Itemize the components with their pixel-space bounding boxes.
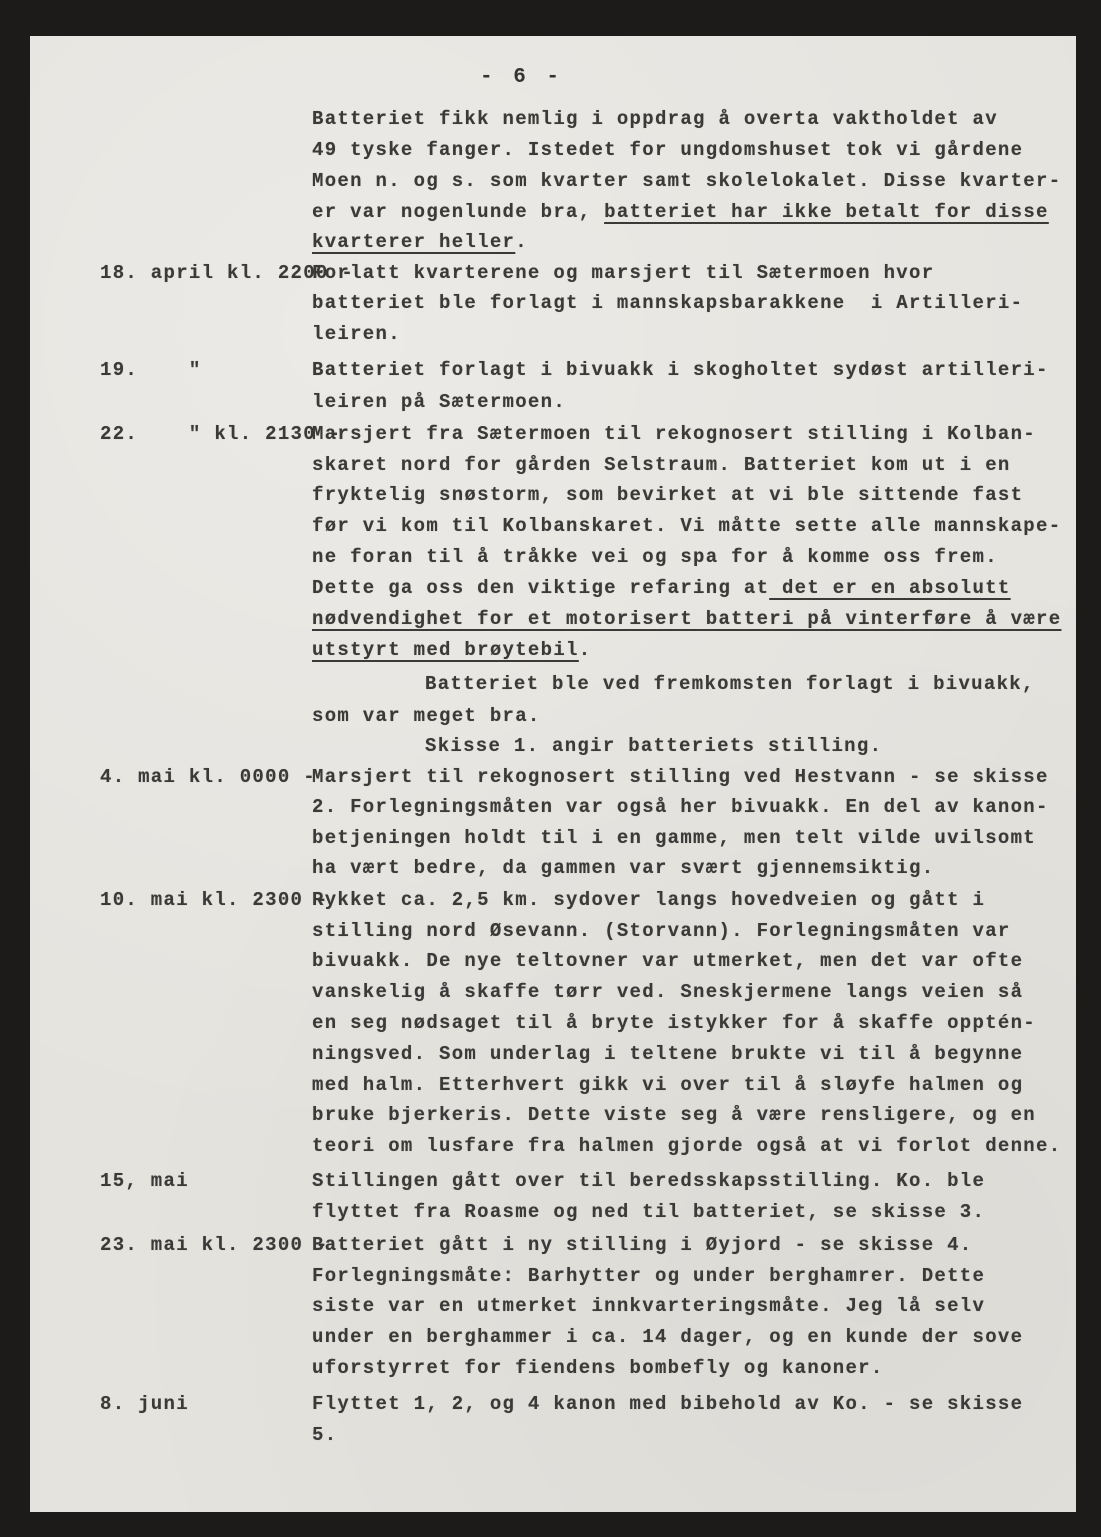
text-segment: før vi kom til Kolbanskaret. Vi måtte sette alle mannskape- bbox=[312, 515, 1062, 537]
text-line bbox=[312, 323, 401, 345]
text-segment: stilling nord Øsevann. (Storvann). Forlegningsmåten var bbox=[312, 920, 1011, 942]
text-segment: ningsved. Som underlag i teltene brukte vi til å begynne bbox=[312, 1043, 1024, 1065]
text-segment: teori om lusfare fra halmen gjorde også at vi forlot denne. bbox=[312, 1135, 1062, 1157]
text-segment: 5. bbox=[312, 1424, 338, 1446]
text-line bbox=[312, 1326, 1023, 1348]
text-line bbox=[425, 673, 1035, 695]
underlined-text: utstyrt med brøytebil bbox=[312, 639, 579, 661]
text-line bbox=[312, 139, 1023, 161]
underlined-text: kvarterer heller bbox=[312, 231, 516, 253]
text-line bbox=[312, 705, 541, 727]
underlined-text: batteriet har ikke betalt for disse bbox=[604, 201, 1049, 223]
text-line bbox=[312, 546, 998, 568]
text-segment: betjeningen holdt til i en gamme, men telt vilde uvilsomt bbox=[312, 827, 1037, 849]
text-segment: Batteriet gått i ny stilling i Øyjord - se skisse 4. bbox=[312, 1234, 973, 1256]
text-segment: Marsjert fra Sætermoen til rekognosert stilling i Kolban- bbox=[312, 423, 1037, 445]
text-segment: Rykket ca. 2,5 km. sydover langs hovedveien og gått i bbox=[312, 889, 986, 911]
text-line bbox=[312, 1074, 1023, 1096]
text-line bbox=[312, 1104, 1036, 1126]
entry-date: 23. mai kl. 2300 - bbox=[100, 1234, 329, 1256]
text-segment: Forlatt kvarterene og marsjert til Sætermoen hvor bbox=[312, 262, 935, 284]
text-line bbox=[312, 577, 1011, 599]
text-line bbox=[312, 1043, 1023, 1065]
entry-date: 18. april kl. 2200 - bbox=[100, 262, 355, 284]
entry-date: 8. juni bbox=[100, 1393, 189, 1415]
text-line bbox=[312, 108, 998, 130]
entry-date: 4. mai kl. 0000 - bbox=[100, 766, 316, 788]
text-line bbox=[312, 1424, 337, 1446]
entry-date: 15, mai bbox=[100, 1170, 189, 1192]
underlined-text: nødvendighet for et motorisert batteri på vinterføre å være bbox=[312, 608, 1062, 630]
page-number: - 6 - bbox=[480, 66, 564, 89]
text-segment: Stillingen gått over til beredsskapsstilling. Ko. ble bbox=[312, 1170, 986, 1192]
text-line bbox=[312, 201, 1049, 223]
text-segment: er var nogenlunde bra, bbox=[312, 201, 605, 223]
text-segment: Batteriet forlagt i bivuakk i skogholtet sydøst artilleri- bbox=[312, 359, 1049, 381]
text-segment: siste var en utmerket innkvarteringsmåte. Jeg lå selv bbox=[312, 1295, 986, 1317]
text-segment: ne foran til å tråkke vei og spa for å komme oss frem. bbox=[312, 546, 998, 568]
text-segment: Dette ga oss den viktige refaring at bbox=[312, 577, 770, 599]
text-segment: Skisse 1. angir batteriets stilling. bbox=[425, 735, 883, 757]
text-segment: 49 tyske fanger. Istedet for ungdomshuset tok vi gårdene bbox=[312, 139, 1024, 161]
entry-date: 22. " kl. 2130 - bbox=[100, 423, 342, 445]
text-line bbox=[425, 735, 882, 757]
text-segment: Forlegningsmåte: Barhytter og under berghamrer. Dette bbox=[312, 1265, 986, 1287]
text-line bbox=[312, 889, 985, 911]
text-segment: Marsjert til rekognosert stilling ved Hestvann - se skisse bbox=[312, 766, 1049, 788]
text-line bbox=[312, 1393, 1023, 1415]
text-segment: med halm. Etterhvert gikk vi over til å sløyfe halmen og bbox=[312, 1074, 1024, 1096]
text-line bbox=[312, 1357, 884, 1379]
text-line bbox=[312, 231, 528, 253]
text-segment: batteriet ble forlagt i mannskapsbarakkene i Artilleri- bbox=[312, 292, 1024, 314]
text-segment: Moen n. og s. som kvarter samt skolelokalet. Disse kvarter- bbox=[312, 170, 1062, 192]
text-segment: under en berghammer i ca. 14 dager, og en kunde der sove bbox=[312, 1326, 1024, 1348]
text-line bbox=[312, 391, 566, 413]
text-line bbox=[312, 857, 934, 879]
text-segment: flyttet fra Roasme og ned til batteriet, se skisse 3. bbox=[312, 1201, 986, 1223]
text-segment: Batteriet fikk nemlig i oppdrag å overta vaktholdet av bbox=[312, 108, 998, 130]
text-line bbox=[312, 766, 1049, 788]
text-line bbox=[312, 454, 1011, 476]
text-segment: bruke bjerkeris. Dette viste seg å være rensligere, og en bbox=[312, 1104, 1037, 1126]
text-line bbox=[312, 639, 591, 661]
text-segment: uforstyrret for fiendens bombefly og kanoner. bbox=[312, 1357, 884, 1379]
text-line bbox=[312, 827, 1036, 849]
text-segment: leiren på Sætermoen. bbox=[312, 391, 567, 413]
text-line bbox=[312, 1170, 985, 1192]
text-segment: . bbox=[515, 231, 528, 253]
text-line bbox=[312, 1135, 1061, 1157]
text-line bbox=[312, 1012, 1036, 1034]
text-segment: en seg nødsaget til å bryte istykker for å skaffe opptén- bbox=[312, 1012, 1037, 1034]
text-line bbox=[312, 484, 1023, 506]
text-line bbox=[312, 920, 1011, 942]
text-segment: ha vært bedre, da gammen var svært gjennemsiktig. bbox=[312, 857, 935, 879]
text-line bbox=[312, 1295, 985, 1317]
text-line bbox=[312, 1201, 985, 1223]
text-segment: fryktelig snøstorm, som bevirket at vi ble sittende fast bbox=[312, 484, 1024, 506]
text-segment: vanskelig å skaffe tørr ved. Sneskjermene langs veien så bbox=[312, 981, 1024, 1003]
text-segment: 2. Forlegningsmåten var også her bivuakk. En del av kanon- bbox=[312, 796, 1049, 818]
text-line bbox=[312, 981, 1023, 1003]
text-line bbox=[312, 796, 1049, 818]
text-segment: skaret nord for gården Selstraum. Batteriet kom ut i en bbox=[312, 454, 1011, 476]
entry-date: 19. " bbox=[100, 359, 202, 381]
text-line bbox=[312, 1234, 973, 1256]
text-segment: Flyttet 1, 2, og 4 kanon med bibehold av Ko. - se skisse bbox=[312, 1393, 1024, 1415]
text-segment: leiren. bbox=[312, 323, 401, 345]
entry-date: 10. mai kl. 2300 - bbox=[100, 889, 329, 911]
text-line bbox=[312, 262, 934, 284]
text-segment: Batteriet ble ved fremkomsten forlagt i bivuakk, bbox=[425, 673, 1035, 695]
text-line bbox=[312, 950, 1023, 972]
text-line bbox=[312, 423, 1036, 445]
text-segment: . bbox=[578, 639, 592, 661]
text-line bbox=[312, 292, 1023, 314]
text-line bbox=[312, 608, 1061, 630]
text-line bbox=[312, 170, 1061, 192]
underlined-text: det er en absolutt bbox=[769, 577, 1011, 599]
text-segment: som var meget bra. bbox=[312, 705, 541, 727]
text-line bbox=[312, 359, 1049, 381]
text-line bbox=[312, 515, 1061, 537]
text-segment: bivuakk. De nye teltovner var utmerket, men det var ofte bbox=[312, 950, 1024, 972]
text-line bbox=[312, 1265, 985, 1287]
